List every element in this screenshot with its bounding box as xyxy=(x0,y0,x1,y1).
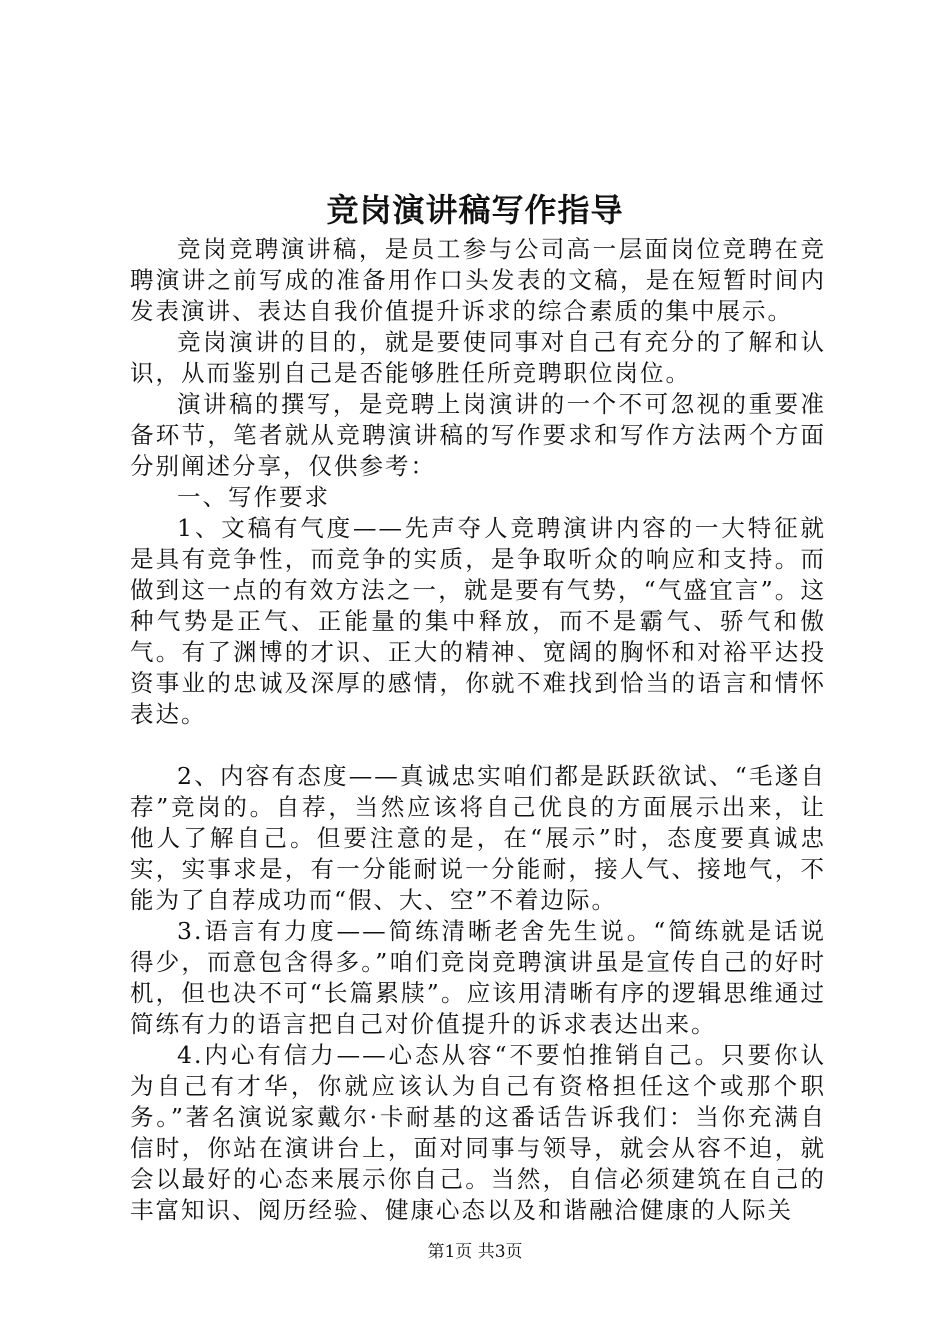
page-number-footer: 第1页 共3页 xyxy=(427,1242,523,1262)
paragraph-preparation: 演讲稿的撰写，是竞聘上岗演讲的一个不可忽视的重要准备环节，笔者就从竞聘演讲稿的写作要求和写作方法两个方面分别阐述分享，仅供参考： xyxy=(130,390,826,480)
paragraph-point-4: 4.内心有信力——心态从容“不要怕推销自己。只要你认为自己有才华，你就应该认为自己有资格担任这个或那个职务。”著名演说家戴尔·卡耐基的这番话告诉我们：当你充满自信时，你站在演讲台上，面对同事与领导，就会从容不迫，就会以最好的心态来展示你自己。当然，自信必须建筑在自己的丰富知识、阅历经验、健康心态以及和谐融洽健康的人际关 xyxy=(130,1041,826,1224)
paragraph-purpose: 竞岗演讲的目的，就是要使同事对自己有充分的了解和认识，从而鉴别自己是否能够胜任所竞聘职位岗位。 xyxy=(130,328,826,387)
section-heading-requirements: 一、写作要求 xyxy=(177,483,330,511)
document-body xyxy=(130,234,826,1226)
paragraph-point-1: 1、文稿有气度——先声夺人竞聘演讲内容的一大特征就是具有竞争性，而竞争的实质，是争取听众的响应和支持。而做到这一点的有效方法之一，就是要有气势，“气盛宜言”。这种气势是正气、正能量的集中释放，而不是霸气、骄气和傲气。有了渊博的才识、正大的精神、宽阔的胸怀和对裕平达投资事业的忠诚及深厚的感情，你就不难找到恰当的语言和情怀表达。 xyxy=(130,514,826,728)
paragraph-intro: 竞岗竞聘演讲稿，是员工参与公司高一层面岗位竞聘在竞聘演讲之前写成的准备用作口头发表的文稿，是在短暂时间内发表演讲、表达自我价值提升诉求的综合素质的集中展示。 xyxy=(130,235,826,325)
paragraph-point-3: 3.语言有力度——简练清晰老舍先生说。“简练就是话说得少，而意包含得多。”咱们竞岗竞聘演讲虽是宣传自己的好时机，但也决不可“长篇累牍”。应该用清晰有序的逻辑思维通过简练有力的语言把自己对价值提升的诉求表达出来。 xyxy=(130,917,826,1038)
paragraph-point-2: 2、内容有态度——真诚忠实咱们都是跃跃欲试、“毛遂自荐”竞岗的。自荐，当然应该将自己优良的方面展示出来，让他人了解自己。但要注意的是，在“展示”时，态度要真诚忠实，实事求是，有一分能耐说一分能耐，接人气、接地气，不能为了自荐成功而“假、大、空”不着边际。 xyxy=(130,762,826,914)
document-title: 竞岗演讲稿写作指导 xyxy=(326,191,624,229)
